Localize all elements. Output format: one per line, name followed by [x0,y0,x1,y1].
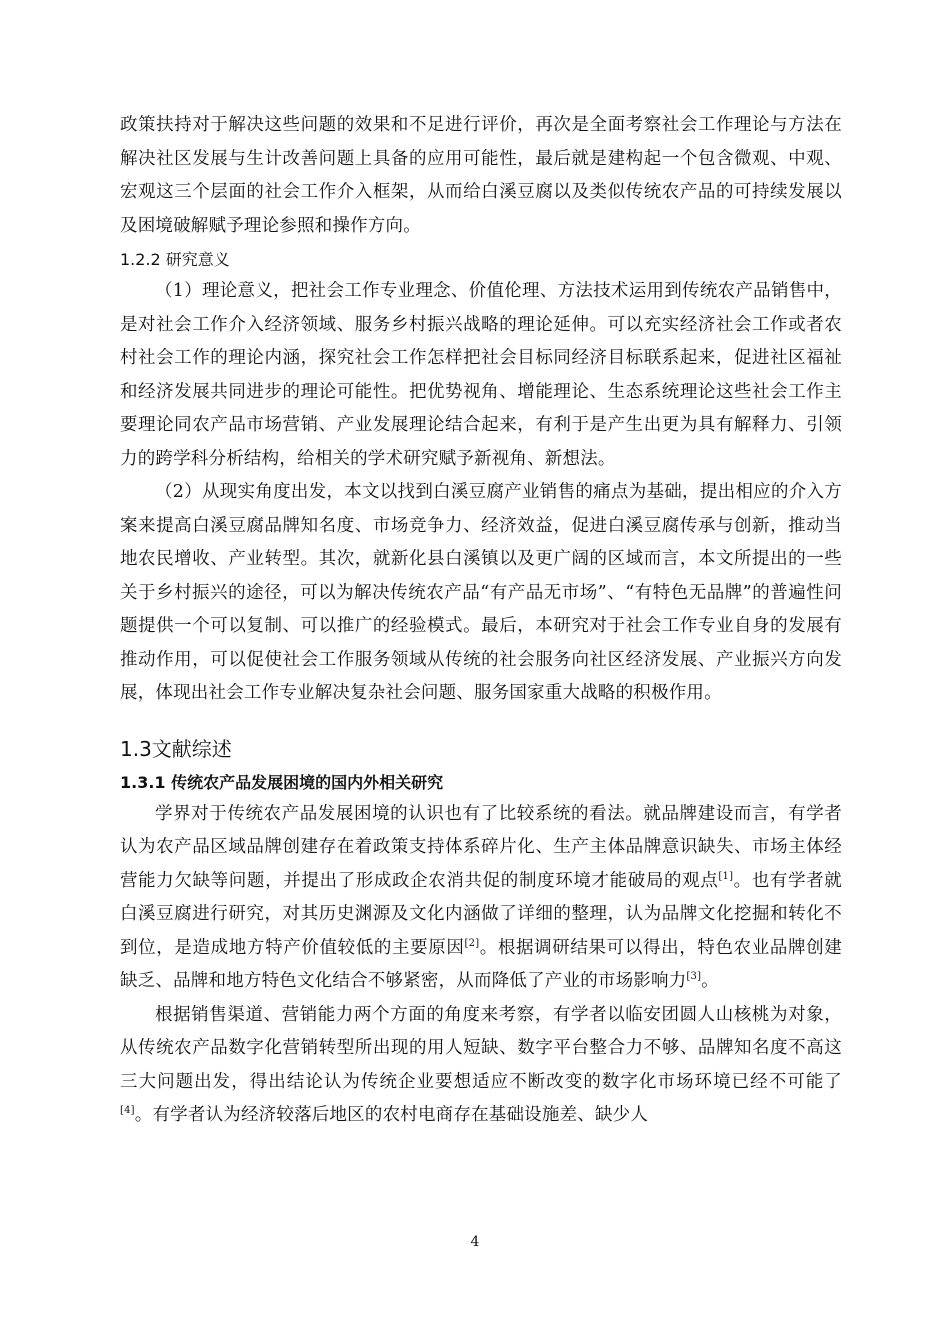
paragraph-text: 。有学者认为经济较落后地区的农村电商存在基础设施差、缺少人 [134,1105,649,1125]
page-number: 4 [470,1234,480,1250]
paragraph-literature-1 [120,798,842,999]
heading-1-3-1: 1.3.1 传统农产品发展困境的国内外相关研究 [120,772,444,792]
citation-3: [3] [686,971,702,983]
citation-2: [2] [464,937,480,949]
heading-1-3: 1.3文献综述 [120,736,232,761]
paragraph-practical-significance: （2）从现实角度出发，本文以找到白溪豆腐产业销售的痛点为基础，提出相应的介入方案来提高白溪豆腐品牌知名度、市场竞争力、经济效益，促进白溪豆腐传承与创新，推动当地农民增收、产业转型。其次，就新化县白溪镇以及更广阔的区域而言，本文所提出的一些关于乡村振兴的途径，可以为解决传统农产品“有产品无市场”、“有特色无品牌”的普遍性问题提供一个可以复制、可以推广的经验模式。最后，本研究对于社会工作专业自身的发展有推动作用，可以促使社会工作服务领域从传统的社会服务向社区经济发展、产业振兴方向发展，体现出社会工作专业解决复杂社会问题、服务国家重大战略的积极作用。 [120,482,842,703]
paragraph-intro: 政策扶持对于解决这些问题的效果和不足进行评价，再次是全面考察社会工作理论与方法在解决社区发展与生计改善问题上具备的应用可能性，最后就是建构起一个包含微观、中观、宏观这三个层面的社会工作介入框架，从而给白溪豆腐以及类似传统农产品的可持续发展以及困境破解赋予理论参照和操作方向。 [120,115,842,236]
paragraph-theoretical-significance: （1）理论意义，把社会工作专业理念、价值伦理、方法技术运用到传统农产品销售中，是对社会工作介入经济领域、服务乡村振兴战略的理论延伸。可以充实经济社会工作或者农村社会工作的理论内涵，探究社会工作怎样把社会目标同经济目标联系起来，促进社区福祉和经济发展共同进步的理论可能性。把优势视角、增能理论、生态系统理论这些社会工作主要理论同农产品市场营销、产业发展理论结合起来，有利于是产生出更为具有解释力、引领力的跨学科分析结构，给相关的学术研究赋予新视角、新想法。 [120,281,842,469]
paragraph-text: 。也有学者就白溪豆腐进行研究，对其历史渊源及文化内涵做了详细的整理，认为品牌文化挖掘和转化不到位，是造成地方特产价值较低的主要原因 [120,870,842,958]
paragraph-text: 学界对于传统农产品发展困境的认识也有了比较系统的看法。就品牌建设而言，有学者认为农产品区域品牌创建存在着政策支持体系碎片化、生产主体品牌意识缺失、市场主体经营能力欠缺等问题，并提出了形成政企农消共促的制度环境才能破局的观点 [120,803,842,891]
paragraph-text: 。 [701,971,719,991]
paragraph-text: 。根据调研结果可以得出，特色农业品牌创建缺乏、品牌和地方特色文化结合不够紧密，从而降低了产业的市场影响力 [120,937,842,991]
citation-4: [4] [120,1105,135,1117]
paragraph-text: 根据销售渠道、营销能力两个方面的角度来考察，有学者以临安团圆人山核桃为对象，从传统农产品数字化营销转型所出现的用人短缺、数字平台整合力不够、品牌知名度不高这三大问题出发，得出结论认为传统企业要想适应不断改变的数字化市场环境已经不可能了 [120,1004,842,1092]
heading-1-2-2: 1.2.2 研究意义 [120,250,230,269]
citation-1: [1] [718,870,734,882]
document-page [120,109,842,1133]
paragraph-literature-2 [120,999,842,1133]
